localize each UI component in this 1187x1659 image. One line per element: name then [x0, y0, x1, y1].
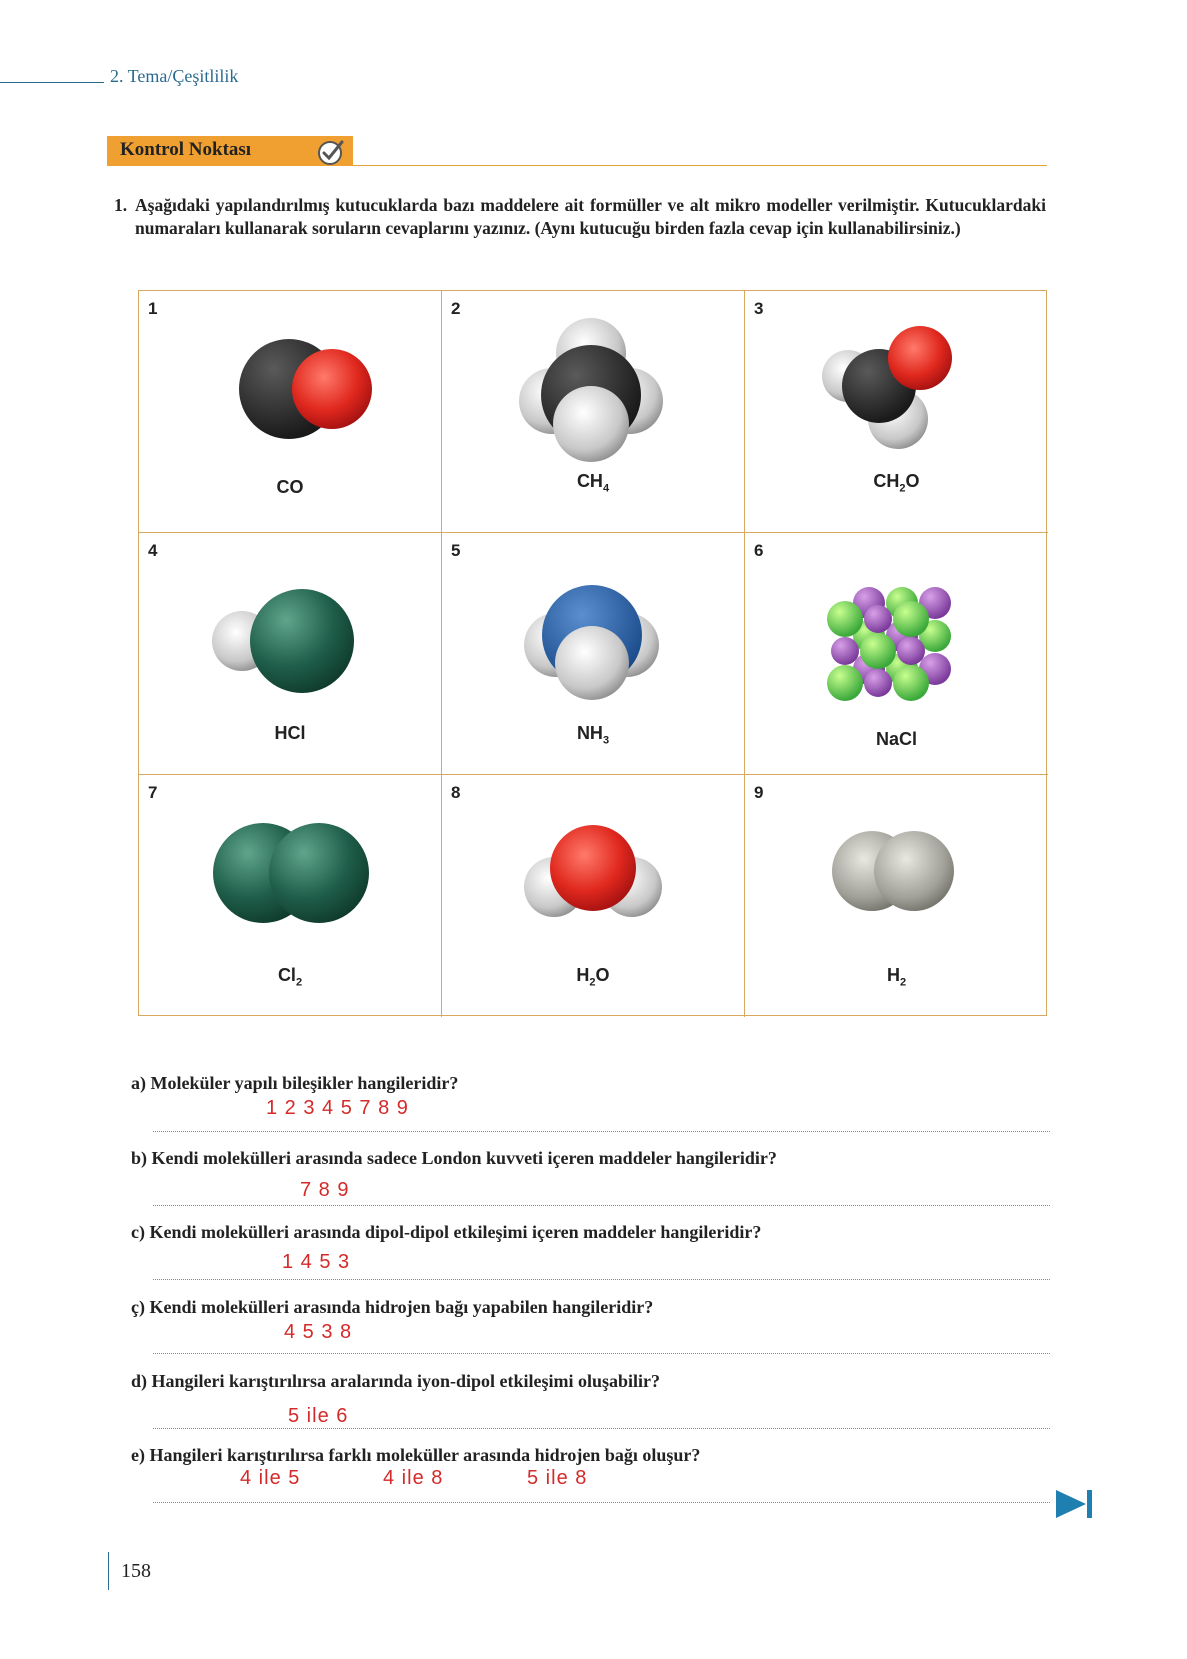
item-cc-answer: 4 5 3 8 — [284, 1321, 353, 1343]
answer-line — [153, 1353, 1050, 1354]
box-2 — [442, 291, 745, 533]
box-number: 7 — [148, 783, 158, 802]
item-e-answer-3: 5 ile 8 — [527, 1467, 588, 1489]
header-title: 2. Tema/Çeşitlilik — [110, 66, 239, 86]
formula-label: $H_2O$ — [576, 965, 610, 989]
item-b-question: b) Kendi molekülleri arasında sadece London kuvveti içeren maddeler hangileridir? — [131, 1148, 777, 1168]
formula-label: NaCl — [875, 729, 917, 749]
item-b-answer: 7 8 9 — [300, 1179, 350, 1201]
formula-label: HCl — [274, 723, 306, 743]
molecule-grid — [138, 290, 1047, 1016]
question-text: Aşağıdaki yapılandırılmış kutucuklarda bazı maddelere ait formüller ve alt mikro modeller verilmiştir. Kutucuklardaki numaraları kullanarak soruların cevaplarını yazınız. (Aynı kutucuğu birden fazla cevap için kullanabilirsiniz.) — [135, 195, 1046, 238]
question-number: 1. — [114, 195, 128, 215]
answer-line — [153, 1428, 1050, 1429]
box-number: 8 — [451, 783, 461, 802]
answer-line — [153, 1279, 1050, 1280]
item-d-answer: 5 ile 6 — [288, 1405, 349, 1427]
page-number-rule — [108, 1552, 109, 1590]
box-number: 9 — [754, 783, 764, 802]
answer-line — [153, 1205, 1050, 1206]
answer-line — [153, 1131, 1050, 1132]
next-page-icon[interactable] — [1056, 1488, 1094, 1520]
item-cc-question: ç) Kendi molekülleri arasında hidrojen bağı yapabilen hangileridir? — [131, 1297, 654, 1317]
item-d-question: d) Hangileri karıştırılırsa aralarında iyon-dipol etkileşimi oluşabilir? — [131, 1371, 661, 1391]
item-e-answer-1: 4 ile 5 — [240, 1467, 301, 1489]
box-3 — [745, 291, 1048, 533]
box-6 — [745, 533, 1048, 775]
header-rule — [0, 82, 104, 83]
box-number: 6 — [754, 541, 764, 560]
box-number: 5 — [451, 541, 461, 560]
box-number: 2 — [451, 299, 461, 318]
box-number: 3 — [754, 299, 764, 318]
formula-label: CO — [276, 477, 304, 497]
item-e-answer-2: 4 ile 8 — [383, 1467, 444, 1489]
item-c-answer: 1 4 5 3 — [282, 1251, 351, 1273]
item-a-question: a) Moleküler yapılı bileşikler hangileridir? — [131, 1073, 459, 1093]
page-number: 158 — [121, 1560, 151, 1582]
ch4-model — [442, 291, 745, 533]
box-number: 1 — [148, 299, 158, 318]
box-5 — [442, 533, 745, 775]
formula-label: $NH_3$ — [576, 723, 610, 747]
item-a-answer: 1 2 3 4 5 7 8 9 — [266, 1097, 409, 1119]
section-title: Kontrol Noktası — [120, 139, 252, 160]
formula-label: $CH_2O$ — [873, 471, 920, 495]
formula-label: $Cl_2$ — [277, 965, 303, 989]
box-9 — [745, 775, 1048, 1017]
formula-label: $H_2$ — [886, 965, 907, 989]
formula-label: $CH_4$ — [576, 471, 610, 495]
box-4 — [139, 533, 442, 775]
box-8 — [442, 775, 745, 1017]
answer-line — [153, 1502, 1050, 1503]
section-rule — [353, 165, 1047, 166]
ch2o-model — [745, 291, 1048, 533]
check-circle-icon — [316, 138, 346, 166]
question-1 — [114, 194, 1046, 240]
item-e-question: e) Hangileri karıştırılırsa farklı moleküller arasında hidrojen bağı oluşur? — [131, 1445, 701, 1465]
box-number: 4 — [148, 541, 158, 560]
box-7 — [139, 775, 442, 1017]
box-1 — [139, 291, 442, 533]
item-c-question: c) Kendi molekülleri arasında dipol-dipol etkileşimi içeren maddeler hangileridir? — [131, 1222, 762, 1242]
